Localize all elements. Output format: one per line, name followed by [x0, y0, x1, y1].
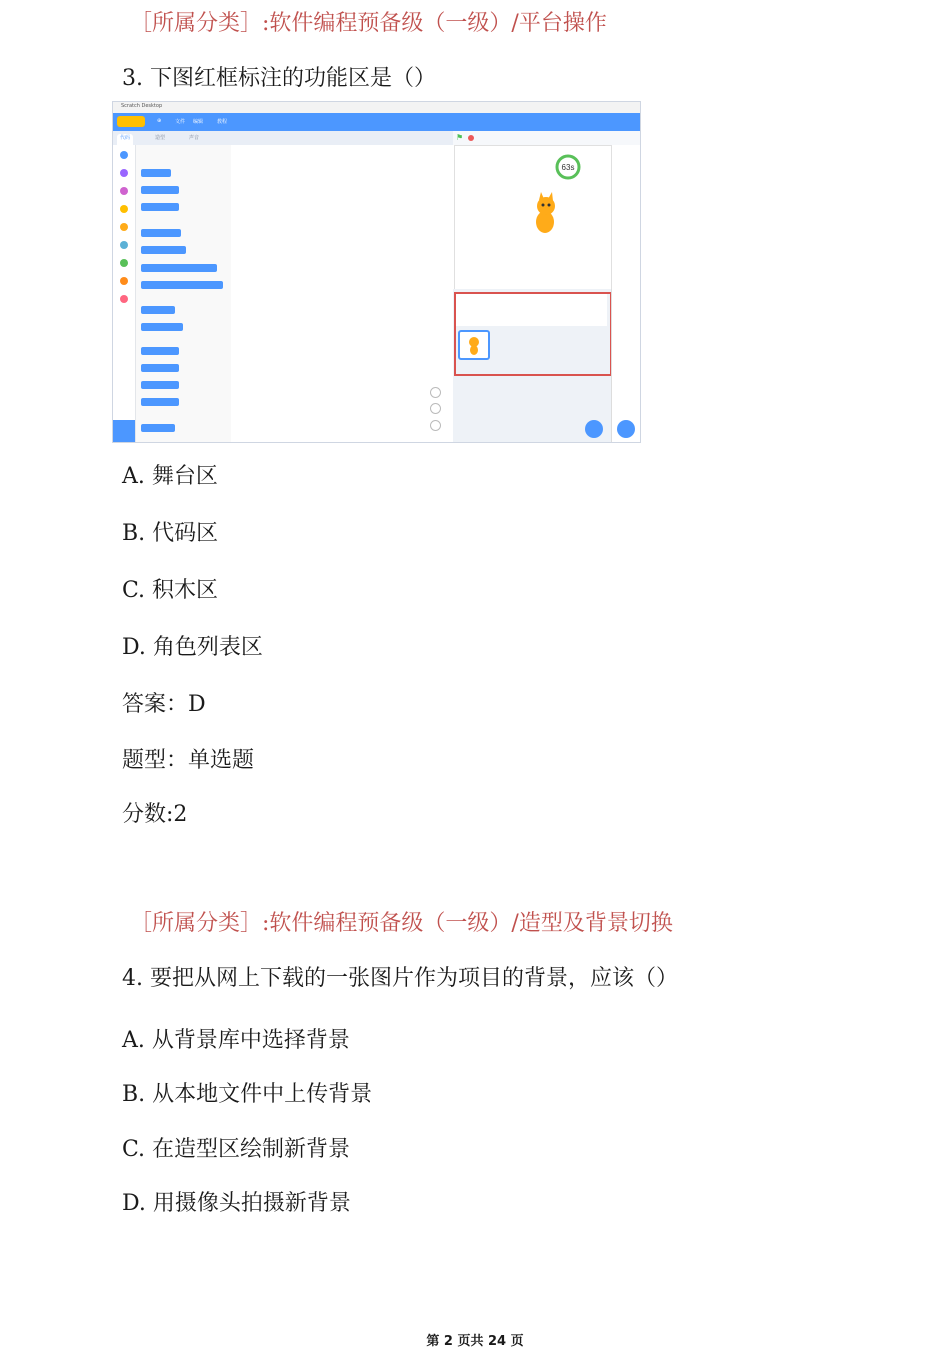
tab-code: 代码 — [117, 134, 133, 145]
palette-block — [141, 186, 179, 194]
q3-question: 3. 下图红框标注的功能区是（） — [122, 66, 436, 91]
palette-block — [141, 203, 179, 211]
green-flag-icon: ⚑ — [456, 133, 464, 142]
globe-icon: ⊕ — [157, 118, 162, 124]
cat-sprite-icon — [536, 192, 555, 233]
code-area — [231, 145, 453, 442]
menu-tutorial: 教程 — [217, 119, 228, 125]
q3-type: 题型：单选题 — [122, 748, 255, 773]
add-sprite-button — [585, 420, 603, 438]
q3-answer: 答案：D — [122, 692, 206, 717]
palette-block — [141, 364, 179, 372]
q4-option-a: A. 从背景库中选择背景 — [122, 1028, 350, 1053]
category-variables — [120, 277, 128, 285]
category-operators — [120, 259, 128, 267]
category-looks — [120, 169, 128, 177]
palette-block — [141, 264, 217, 272]
zoom-reset-icon — [430, 420, 441, 431]
zoom-out-icon — [430, 403, 441, 414]
add-backdrop-button — [617, 420, 635, 438]
palette-block — [141, 323, 183, 331]
category-sensing — [120, 241, 128, 249]
timer-readout: 63s — [561, 163, 575, 172]
category-events — [120, 205, 128, 213]
tab-costumes: 造型 — [155, 135, 166, 141]
menu-bar — [113, 113, 640, 131]
palette-block — [141, 169, 171, 177]
q3-option-c: C. 积木区 — [122, 578, 219, 603]
menu-file: 文件 — [175, 119, 186, 125]
q3-category: ［所属分类］:软件编程预备级（一级）/平台操作 — [130, 11, 607, 36]
q4-option-d: D. 用摄像头拍摄新背景 — [122, 1191, 351, 1216]
q4-category: ［所属分类］:软件编程预备级（一级）/造型及背景切换 — [130, 911, 673, 936]
q3-option-b: B. 代码区 — [122, 521, 219, 546]
category-myblocks — [120, 295, 128, 303]
q4-option-c: C. 在造型区绘制新背景 — [122, 1137, 351, 1162]
q4-question: 4. 要把从网上下载的一张图片作为项目的背景，应该（） — [122, 966, 678, 991]
palette-block — [141, 347, 179, 355]
category-sound — [120, 187, 128, 195]
q3-option-a: A. 舞台区 — [122, 464, 218, 489]
stage-svg — [455, 146, 611, 289]
menu-edit: 编辑 — [193, 119, 204, 125]
category-control — [120, 223, 128, 231]
palette-block — [141, 424, 175, 432]
block-palette — [136, 145, 232, 442]
stage-area — [454, 145, 612, 290]
stage-header — [453, 131, 640, 145]
palette-block — [141, 281, 223, 289]
palette-block — [141, 381, 179, 389]
q4-option-b: B. 从本地文件中上传背景 — [122, 1082, 373, 1107]
palette-block — [141, 398, 179, 406]
tab-sounds: 声音 — [189, 135, 200, 141]
window-title: Scratch Desktop — [121, 103, 163, 109]
palette-block — [141, 246, 186, 254]
highlight-box — [454, 292, 612, 376]
extension-button — [113, 420, 135, 442]
q3-option-d: D. 角色列表区 — [122, 635, 263, 660]
block-categories — [113, 145, 136, 442]
zoom-in-icon — [430, 387, 441, 398]
scratch-logo — [117, 116, 145, 127]
palette-block — [141, 229, 181, 237]
editor-tabs — [113, 131, 453, 145]
palette-block — [141, 306, 175, 314]
q3-score: 分数:2 — [122, 802, 188, 827]
category-motion — [120, 151, 128, 159]
stop-icon — [468, 135, 474, 141]
scratch-screenshot — [112, 101, 641, 443]
page-footer: 第 2 页共 24 页 — [426, 1334, 524, 1349]
